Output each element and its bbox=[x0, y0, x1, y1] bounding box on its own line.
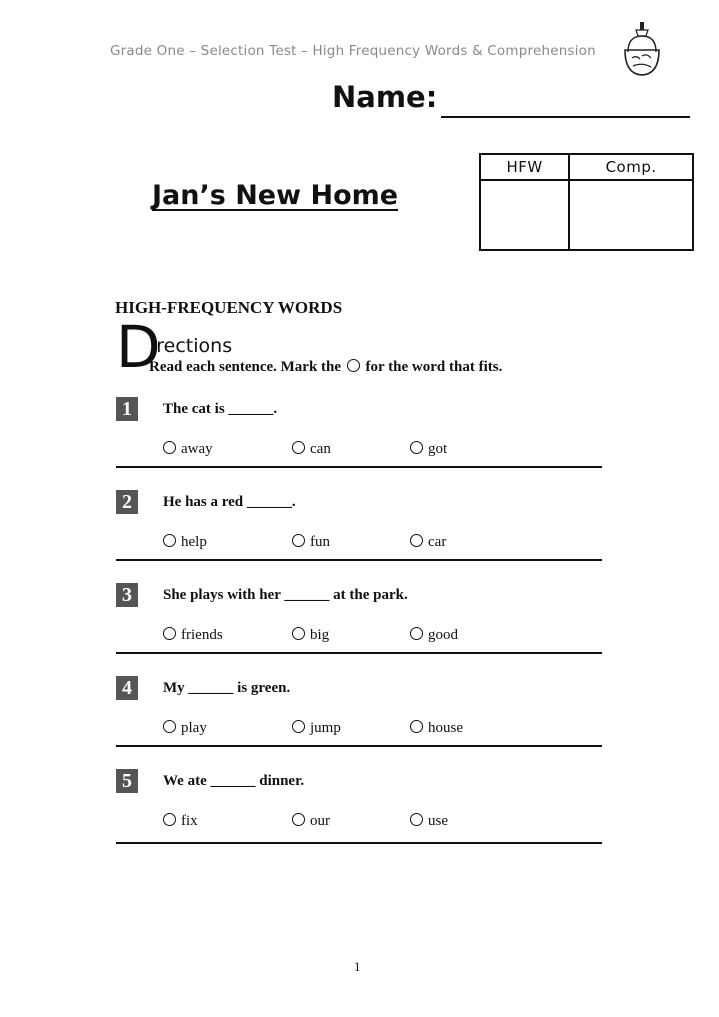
option-label: got bbox=[428, 441, 448, 457]
divider bbox=[116, 652, 602, 654]
answer-option[interactable] bbox=[410, 720, 463, 737]
answer-bubble-icon[interactable] bbox=[292, 720, 305, 733]
answer-option[interactable] bbox=[292, 720, 341, 737]
answer-bubble-icon[interactable] bbox=[163, 720, 176, 733]
option-label: away bbox=[181, 441, 213, 457]
school-logo bbox=[622, 22, 662, 76]
answer-bubble-icon[interactable] bbox=[410, 627, 423, 640]
question-item bbox=[116, 769, 602, 862]
answer-bubble-icon[interactable] bbox=[163, 441, 176, 454]
answer-option[interactable] bbox=[163, 720, 207, 737]
answer-option[interactable] bbox=[410, 441, 447, 458]
question-sentence: My ______ is green. bbox=[163, 680, 291, 696]
answer-bubble-icon[interactable] bbox=[410, 720, 423, 733]
answer-option[interactable] bbox=[163, 627, 223, 644]
answer-option[interactable] bbox=[292, 441, 331, 458]
answer-bubble-icon[interactable] bbox=[292, 441, 305, 454]
divider bbox=[116, 745, 602, 747]
option-label: jump bbox=[310, 720, 341, 736]
name-input-line[interactable] bbox=[441, 116, 690, 118]
score-table bbox=[479, 153, 694, 251]
answer-option[interactable] bbox=[410, 813, 448, 830]
option-label: can bbox=[310, 441, 331, 457]
answer-bubble-icon[interactable] bbox=[163, 627, 176, 640]
answer-bubble-icon[interactable] bbox=[292, 627, 305, 640]
question-sentence: He has a red ______. bbox=[163, 494, 296, 510]
answer-bubble-icon[interactable] bbox=[410, 813, 423, 826]
divider bbox=[116, 559, 602, 561]
divider bbox=[116, 466, 602, 468]
instruction-before: Read each sentence. Mark the bbox=[149, 359, 342, 375]
option-label: fun bbox=[310, 534, 330, 550]
option-label: car bbox=[428, 534, 447, 550]
section-title: HIGH-FREQUENCY WORDS bbox=[115, 298, 343, 317]
score-cell-hfw[interactable] bbox=[480, 180, 569, 250]
option-label: friends bbox=[181, 627, 223, 643]
option-label: big bbox=[310, 627, 330, 643]
answer-bubble-icon[interactable] bbox=[163, 534, 176, 547]
directions-initial: D bbox=[116, 313, 161, 381]
answer-bubble-icon[interactable] bbox=[292, 813, 305, 826]
answer-bubble-icon[interactable] bbox=[410, 441, 423, 454]
answer-bubble-icon[interactable] bbox=[410, 534, 423, 547]
answer-bubble-icon[interactable] bbox=[163, 813, 176, 826]
score-cell-comp[interactable] bbox=[569, 180, 693, 250]
name-label: Name: bbox=[332, 80, 438, 114]
story-title: Jan’s New Home bbox=[152, 180, 399, 211]
question-number: 4 bbox=[116, 676, 138, 700]
question-number: 3 bbox=[116, 583, 138, 607]
answer-option[interactable] bbox=[163, 534, 207, 551]
instructions bbox=[149, 359, 502, 376]
answer-option[interactable] bbox=[292, 534, 330, 551]
answer-option[interactable] bbox=[163, 813, 198, 830]
answer-option[interactable] bbox=[292, 627, 329, 644]
directions-heading: irections bbox=[151, 335, 233, 357]
question-item bbox=[116, 583, 602, 676]
question-item bbox=[116, 676, 602, 769]
question-number: 1 bbox=[116, 397, 138, 421]
question-number: 5 bbox=[116, 769, 138, 793]
answer-option[interactable] bbox=[410, 627, 458, 644]
option-label: fix bbox=[181, 813, 198, 829]
option-label: house bbox=[428, 720, 463, 736]
answer-option[interactable] bbox=[163, 441, 213, 458]
instruction-after: for the word that fits. bbox=[365, 359, 503, 375]
option-label: use bbox=[428, 813, 448, 829]
question-sentence: We ate ______ dinner. bbox=[163, 773, 305, 789]
answer-option[interactable] bbox=[292, 813, 330, 830]
option-label: good bbox=[428, 627, 458, 643]
bubble-icon bbox=[347, 359, 360, 372]
question-number: 2 bbox=[116, 490, 138, 514]
question-item bbox=[116, 490, 602, 583]
answer-bubble-icon[interactable] bbox=[292, 534, 305, 547]
option-label: play bbox=[181, 720, 207, 736]
answer-option[interactable] bbox=[410, 534, 446, 551]
option-label: our bbox=[310, 813, 330, 829]
score-header-hfw: HFW bbox=[480, 154, 569, 180]
divider bbox=[116, 842, 602, 844]
score-header-comp: Comp. bbox=[569, 154, 693, 180]
page-header: Grade One – Selection Test – High Frequency Words & Comprehension bbox=[110, 43, 596, 59]
question-sentence: She plays with her ______ at the park. bbox=[163, 587, 408, 603]
option-label: help bbox=[181, 534, 207, 550]
page-number: 1 bbox=[354, 959, 361, 974]
question-item bbox=[116, 397, 602, 490]
question-sentence: The cat is ______. bbox=[163, 401, 278, 417]
